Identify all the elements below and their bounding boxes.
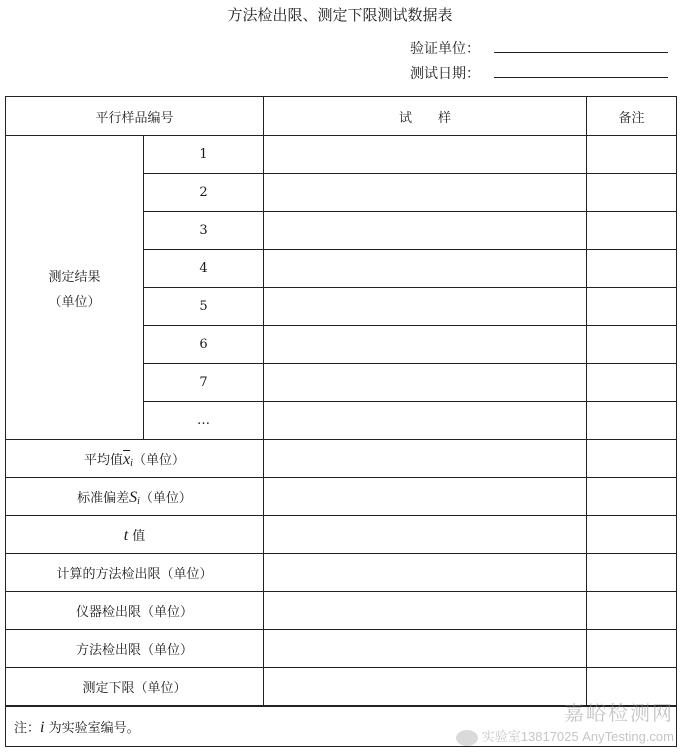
sample-cell[interactable] (264, 364, 587, 402)
sample-cell[interactable] (264, 592, 587, 630)
sample-number: 2 (144, 174, 264, 212)
mean-label: 平均值$\overline{x}_i$（单位） (6, 440, 264, 478)
sample-number: 3 (144, 212, 264, 250)
table-note: 注：i 为实验室编号。 (6, 706, 677, 747)
sample-cell[interactable] (264, 630, 587, 668)
table-row (6, 630, 677, 668)
remark-cell[interactable] (587, 326, 677, 364)
header-sample: 试 样 (264, 97, 587, 136)
sample-cell[interactable] (264, 136, 587, 174)
remark-cell[interactable] (587, 630, 677, 668)
std-dev-symbol: S (129, 488, 138, 506)
sample-cell[interactable] (264, 478, 587, 516)
sample-cell[interactable] (264, 250, 587, 288)
mean-symbol: $\overline{x}$ (123, 450, 131, 468)
header-sample-number: 平行样品编号 (6, 97, 264, 136)
lower-limit-label: 测定下限（单位） (6, 668, 264, 707)
remark-cell[interactable] (587, 364, 677, 402)
table-row (6, 136, 677, 174)
t-value-label: t 值 (6, 516, 264, 554)
sample-number: 7 (144, 364, 264, 402)
test-date-field[interactable] (494, 77, 668, 78)
table-header-row (6, 97, 677, 136)
sample-cell[interactable] (264, 288, 587, 326)
sample-cell[interactable] (264, 212, 587, 250)
remark-cell[interactable] (587, 440, 677, 478)
table-row (6, 592, 677, 630)
std-dev-label: 标准偏差$S_i$（单位） (6, 478, 264, 516)
table-row (6, 440, 677, 478)
table-row (6, 516, 677, 554)
sample-number: 5 (144, 288, 264, 326)
sample-cell[interactable] (264, 440, 587, 478)
note-symbol: i (40, 718, 45, 736)
sample-cell[interactable] (264, 402, 587, 440)
watermark-brand: 嘉峪检测网 (564, 703, 674, 726)
sample-number: 4 (144, 250, 264, 288)
remark-cell[interactable] (587, 402, 677, 440)
remark-cell[interactable] (587, 174, 677, 212)
test-date-label: 测试日期： (410, 66, 480, 82)
remark-cell[interactable] (587, 212, 677, 250)
header-remarks: 备注 (587, 97, 677, 136)
method-dl-label: 方法检出限（单位） (6, 630, 264, 668)
remark-cell[interactable] (587, 288, 677, 326)
wechat-icon (456, 730, 478, 746)
data-table (5, 96, 677, 747)
sample-number: 6 (144, 326, 264, 364)
remark-cell[interactable] (587, 478, 677, 516)
measurement-result-label (6, 136, 144, 440)
remark-cell[interactable] (587, 554, 677, 592)
remark-cell[interactable] (587, 136, 677, 174)
sample-cell[interactable] (264, 326, 587, 364)
remark-cell[interactable] (587, 516, 677, 554)
table-row (6, 554, 677, 592)
sample-number: 1 (144, 136, 264, 174)
page-title: 方法检出限、测定下限测试数据表 (227, 6, 453, 24)
remark-cell[interactable] (587, 592, 677, 630)
remark-cell[interactable] (587, 250, 677, 288)
sample-cell[interactable] (264, 174, 587, 212)
measurement-result-text: 测定结果 (48, 269, 101, 285)
verification-unit-label: 验证单位： (410, 41, 480, 57)
sample-number: … (144, 402, 264, 440)
sample-cell[interactable] (264, 554, 587, 592)
calculated-mdl-label: 计算的方法检出限（单位） (6, 554, 264, 592)
t-symbol: t (123, 526, 129, 544)
verification-unit-field[interactable] (494, 52, 668, 53)
table-row (6, 478, 677, 516)
sample-cell[interactable] (264, 516, 587, 554)
watermark-id: 实验室13817025 AnyTesting.com (481, 729, 674, 745)
measurement-result-unit: （单位） (48, 294, 101, 310)
instrument-dl-label: 仪器检出限（单位） (6, 592, 264, 630)
watermark (456, 697, 674, 746)
